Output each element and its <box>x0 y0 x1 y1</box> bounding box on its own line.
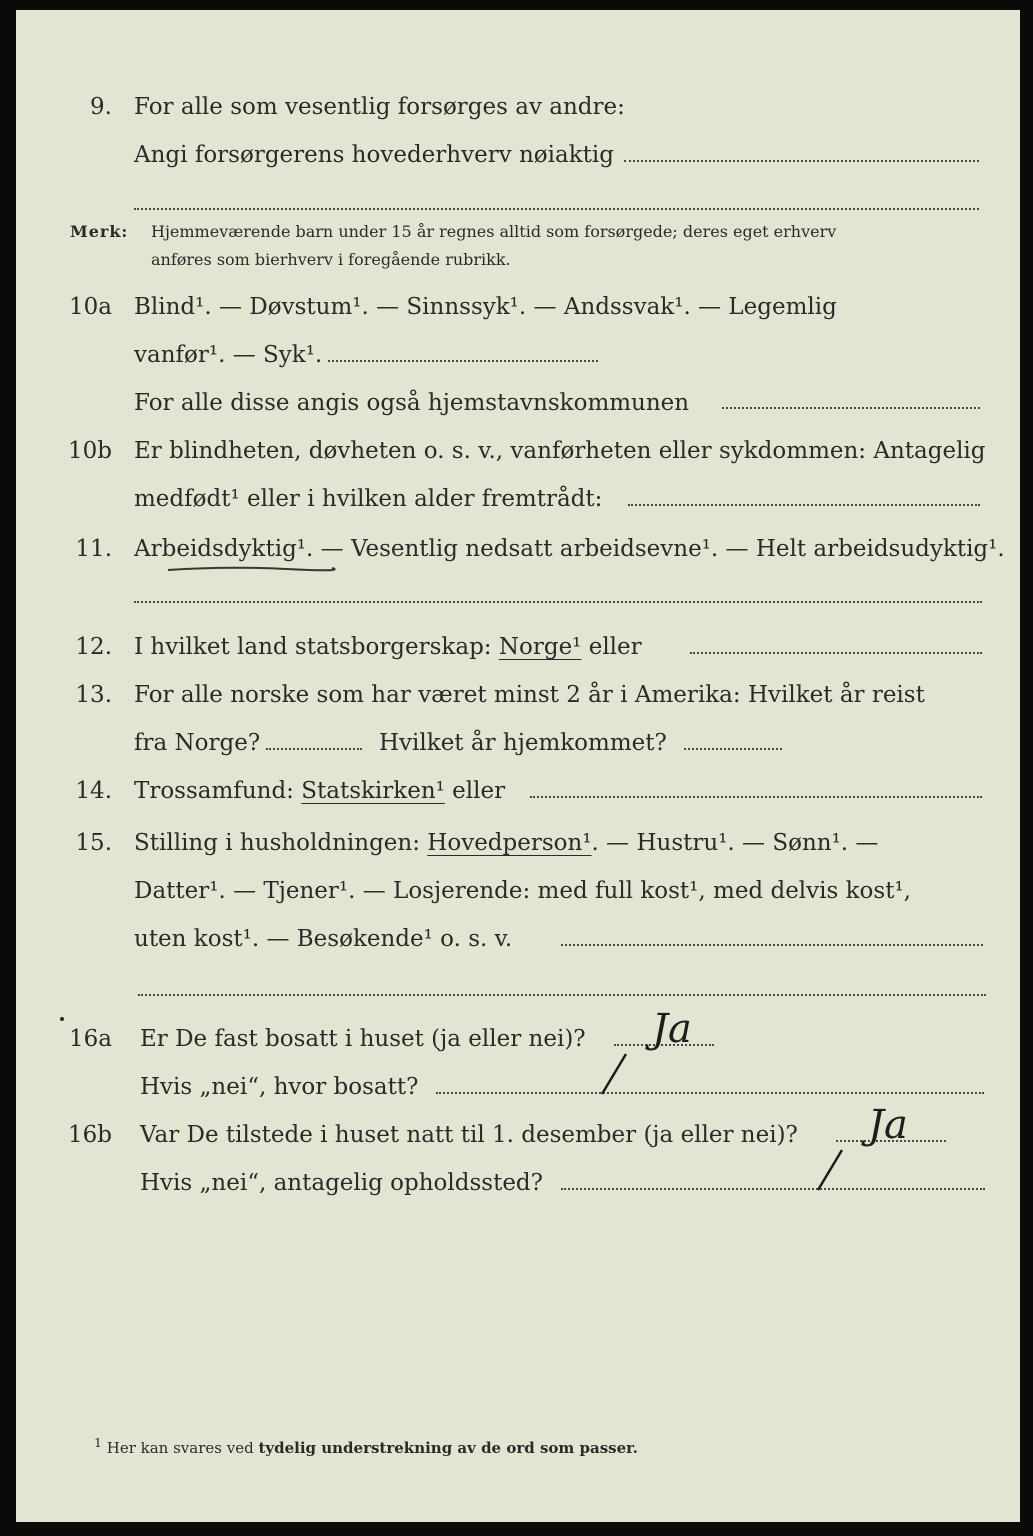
q15-number: 15. <box>75 830 112 856</box>
q16a-number: 16a <box>69 1026 112 1052</box>
q10b-line1: Er blindheten, døvheten o. s. v., vanførheten eller sykdommen: Antagelig <box>134 438 986 464</box>
q10a-number: 10a <box>69 294 112 320</box>
q13-year-returned-line[interactable] <box>684 748 782 750</box>
q9-line2: Angi forsørgerens hovederhverv nøiaktig <box>134 142 614 168</box>
q12-question: I hvilket land statsborgerskap: <box>134 634 499 660</box>
census-form-page <box>16 10 1020 1522</box>
q13-line1: For alle norske som har været minst 2 år i Amerika: Hvilket år reist <box>134 682 925 708</box>
q16a-where-line[interactable] <box>436 1092 984 1094</box>
q13-line2a: fra Norge? <box>134 730 261 756</box>
q14-answer-line[interactable] <box>530 796 982 798</box>
q16b-ditto-mark <box>812 1146 852 1196</box>
q16a-handwritten-answer: Ja <box>652 1006 692 1052</box>
q16b-where-line[interactable] <box>561 1188 985 1190</box>
q10a-line2: vanfør¹. — Syk¹. <box>134 342 323 368</box>
q12-line <box>134 633 642 661</box>
q9-answer-line2[interactable] <box>134 208 979 210</box>
q16a-line2: Hvis „nei“, hvor bosatt? <box>140 1074 419 1100</box>
q15-option-hovedperson: Hovedperson¹ <box>427 830 592 856</box>
q13-number: 13. <box>75 682 112 708</box>
q16b-line2: Hvis „nei“, antagelig opholdssted? <box>140 1170 543 1196</box>
q15-question: Stilling i husholdningen: <box>134 830 428 856</box>
footnote <box>94 1435 638 1457</box>
q13-year-left-line[interactable] <box>266 748 362 750</box>
merk-line2: anføres som bierhverv i foregående rubrikk. <box>151 250 511 269</box>
q11-rest: . — Vesentlig nedsatt arbeidsevne¹. — Helt arbeidsudyktig¹. <box>306 536 1005 562</box>
q16a-line1: Er De fast bosatt i huset (ja eller nei)? <box>140 1026 586 1052</box>
q14-line <box>134 777 505 805</box>
q16b-number: 16b <box>68 1122 112 1148</box>
margin-mark <box>60 1017 64 1021</box>
q11-answer-line[interactable] <box>134 601 982 603</box>
merk-label: Merk: <box>70 222 129 241</box>
q16a-ditto-mark <box>596 1050 636 1100</box>
q9-answer-line[interactable] <box>624 160 979 162</box>
q10b-number: 10b <box>68 438 112 464</box>
q10a-answer-line[interactable] <box>328 360 598 362</box>
q12-option-norge: Norge¹ <box>498 634 582 660</box>
q10b-answer-line[interactable] <box>628 504 980 506</box>
q9-number: 9. <box>90 94 112 120</box>
q12-number: 12. <box>75 634 112 660</box>
q15-answer-line2[interactable] <box>138 994 986 996</box>
q15-answer-line[interactable] <box>561 944 983 946</box>
q15-line2: Datter¹. — Tjener¹. — Losjerende: med full kost¹, med delvis kost¹, <box>134 878 911 904</box>
footnote-mark: 1 <box>94 1435 102 1450</box>
q10a-hometown-line[interactable] <box>722 407 980 409</box>
q16b-handwritten-answer: Ja <box>868 1102 908 1148</box>
q10a-line1: Blind¹. — Døvstum¹. — Sinnssyk¹. — Andssvak¹. — Legemlig <box>134 294 837 320</box>
q12-eller: eller <box>581 634 642 660</box>
q11-number: 11. <box>75 536 112 562</box>
q10a-line3: For alle disse angis også hjemstavnskommunen <box>134 390 690 416</box>
q11-handwritten-underline <box>166 560 336 576</box>
q15-line1 <box>134 829 878 857</box>
q12-answer-line[interactable] <box>690 652 982 654</box>
q14-number: 14. <box>75 778 112 804</box>
q14-eller: eller <box>444 778 506 804</box>
q14-question: Trossamfund: <box>134 778 302 804</box>
merk-line1: Hjemmeværende barn under 15 år regnes alltid som forsørgede; deres eget erhverv <box>151 222 837 241</box>
q16b-line1: Var De tilstede i huset natt til 1. desember (ja eller nei)? <box>140 1122 798 1148</box>
q13-line2b: Hvilket år hjemkommet? <box>379 730 667 756</box>
q9-line1: For alle som vesentlig forsørges av andre: <box>134 94 625 120</box>
footnote-text: Her kan svares ved <box>106 1439 259 1457</box>
q11-option-arbeidsdyktig: Arbeidsdyktig¹ <box>134 536 307 562</box>
q15-line3: uten kost¹. — Besøkende¹ o. s. v. <box>134 926 513 952</box>
q15-options: . — Hustru¹. — Sønn¹. — <box>591 830 879 856</box>
q11-line <box>134 535 1005 563</box>
q10b-line2: medfødt¹ eller i hvilken alder fremtrådt: <box>134 486 603 512</box>
footnote-emphasis: tydelig understrekning av de ord som passer. <box>258 1439 638 1457</box>
q14-option-statskirken: Statskirken¹ <box>301 778 445 804</box>
